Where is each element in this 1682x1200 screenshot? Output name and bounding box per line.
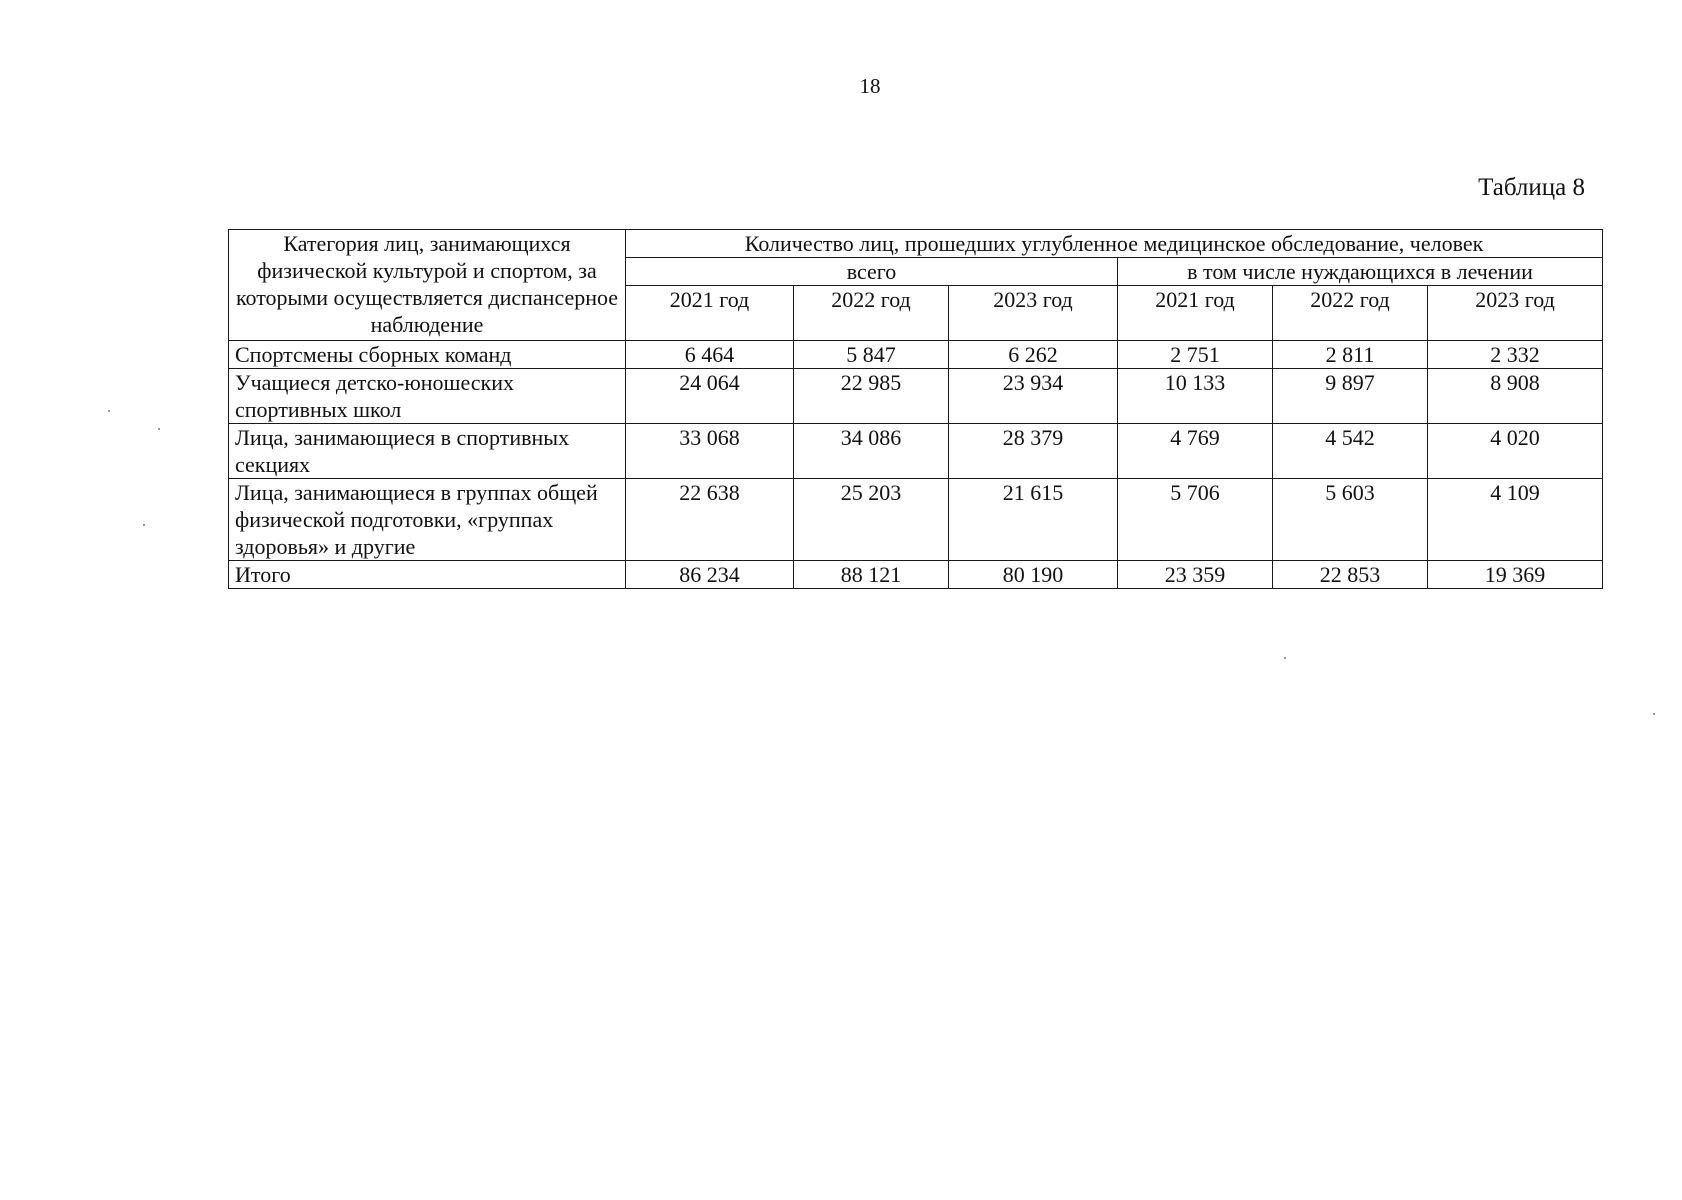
value-cell: 22 853 xyxy=(1273,561,1428,589)
page-number: 18 xyxy=(859,74,881,98)
year-header: 2022 год xyxy=(794,286,949,341)
value-cell: 6 464 xyxy=(626,341,794,369)
table-row-total xyxy=(229,561,1603,589)
category-header: Категория лиц, занимающихся физической культурой и спортом, за которыми осуществляется диспансерное наблюдение xyxy=(229,230,626,341)
scan-speck xyxy=(108,410,110,412)
table-caption: Таблица 8 xyxy=(1478,174,1585,201)
value-cell: 19 369 xyxy=(1428,561,1603,589)
scan-speck xyxy=(1284,657,1286,659)
value-cell: 23 934 xyxy=(949,369,1118,424)
value-cell: 6 262 xyxy=(949,341,1118,369)
value-cell: 23 359 xyxy=(1118,561,1273,589)
group-header-treatment: в том числе нуждающихся в лечении xyxy=(1118,258,1603,286)
value-cell: 8 908 xyxy=(1428,369,1603,424)
value-cell: 2 332 xyxy=(1428,341,1603,369)
scan-speck xyxy=(143,524,145,526)
value-cell: 34 086 xyxy=(794,424,949,479)
value-cell: 4 542 xyxy=(1273,424,1428,479)
value-cell: 33 068 xyxy=(626,424,794,479)
value-cell: 5 847 xyxy=(794,341,949,369)
value-cell: 88 121 xyxy=(794,561,949,589)
value-cell: 5 603 xyxy=(1273,479,1428,561)
main-header: Количество лиц, прошедших углубленное медицинское обследование, человек xyxy=(626,230,1603,258)
scan-speck xyxy=(158,428,160,430)
data-table xyxy=(228,229,1603,589)
group-header-total: всего xyxy=(626,258,1118,286)
row-category: Лица, занимающиеся в спортивных секциях xyxy=(229,424,626,479)
row-category: Итого xyxy=(229,561,626,589)
value-cell: 24 064 xyxy=(626,369,794,424)
value-cell: 9 897 xyxy=(1273,369,1428,424)
row-category: Учащиеся детско-юношеских спортивных школ xyxy=(229,369,626,424)
header-row-main xyxy=(229,230,1603,258)
year-header: 2022 год xyxy=(1273,286,1428,341)
value-cell: 5 706 xyxy=(1118,479,1273,561)
table-row xyxy=(229,369,1603,424)
row-category: Спортсмены сборных команд xyxy=(229,341,626,369)
value-cell: 4 020 xyxy=(1428,424,1603,479)
table-row xyxy=(229,479,1603,561)
value-cell: 4 769 xyxy=(1118,424,1273,479)
row-category: Лица, занимающиеся в группах общей физической подготовки, «группах здоровья» и другие xyxy=(229,479,626,561)
value-cell: 21 615 xyxy=(949,479,1118,561)
table-row xyxy=(229,424,1603,479)
value-cell: 28 379 xyxy=(949,424,1118,479)
year-header: 2023 год xyxy=(1428,286,1603,341)
value-cell: 4 109 xyxy=(1428,479,1603,561)
value-cell: 10 133 xyxy=(1118,369,1273,424)
value-cell: 22 985 xyxy=(794,369,949,424)
value-cell: 2 811 xyxy=(1273,341,1428,369)
value-cell: 25 203 xyxy=(794,479,949,561)
value-cell: 86 234 xyxy=(626,561,794,589)
value-cell: 22 638 xyxy=(626,479,794,561)
year-header: 2021 год xyxy=(1118,286,1273,341)
year-header: 2023 год xyxy=(949,286,1118,341)
year-header: 2021 год xyxy=(626,286,794,341)
value-cell: 2 751 xyxy=(1118,341,1273,369)
scan-speck xyxy=(1653,713,1655,715)
value-cell: 80 190 xyxy=(949,561,1118,589)
table-row xyxy=(229,341,1603,369)
